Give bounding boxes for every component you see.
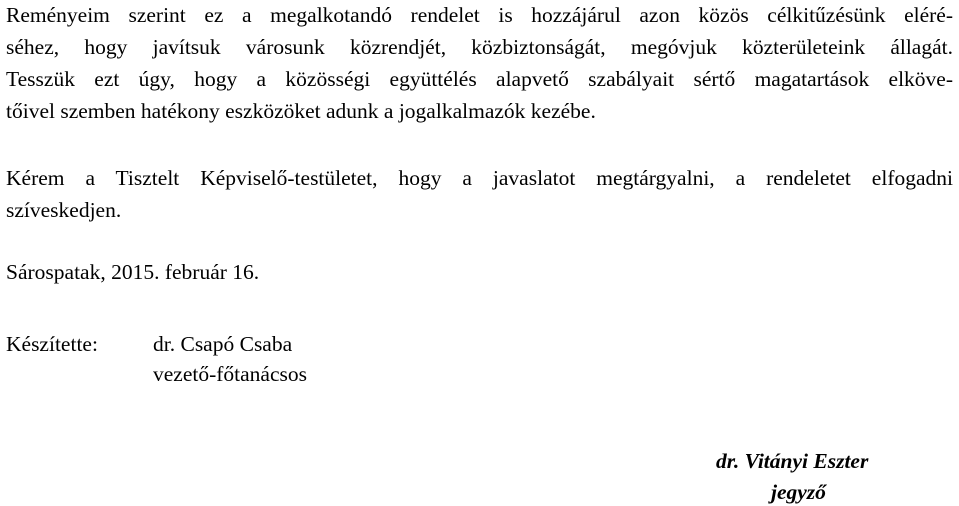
paragraph-request-line-1: Kérem a Tisztelt Képviselő-testületet, hogy a javaslatot megtárgyalni, a rendeletet elfogadni [6, 166, 953, 190]
paragraph-intent-line-3: Tesszük ezt úgy, hogy a közösségi együttélés alapvető szabályait sértő magatartások elköve- [6, 67, 953, 91]
paragraph-intent-line-4: tőivel szemben hatékony eszközöket adunk a jogalkalmazók kezébe. [6, 99, 596, 123]
place-date: Sárospatak, 2015. február 16. [6, 260, 260, 284]
prepared-by-label: Készítette: [6, 332, 98, 356]
signatory-title: jegyző [771, 480, 826, 504]
preparer-title: vezető-főtanácsos [153, 362, 308, 386]
signatory-name: dr. Vitányi Eszter [716, 449, 869, 473]
paragraph-intent-line-2: séhez, hogy javítsuk városunk közrendjét, közbiztonságát, megóvjuk közterületeink állagát. [6, 35, 953, 59]
preparer-name: dr. Csapó Csaba [153, 332, 293, 356]
paragraph-intent-line-1: Reményeim szerint ez a megalkotandó rendelet is hozzájárul azon közös célkitűzésünk eléré- [6, 3, 953, 27]
paragraph-request-line-2: szíveskedjen. [6, 198, 122, 222]
